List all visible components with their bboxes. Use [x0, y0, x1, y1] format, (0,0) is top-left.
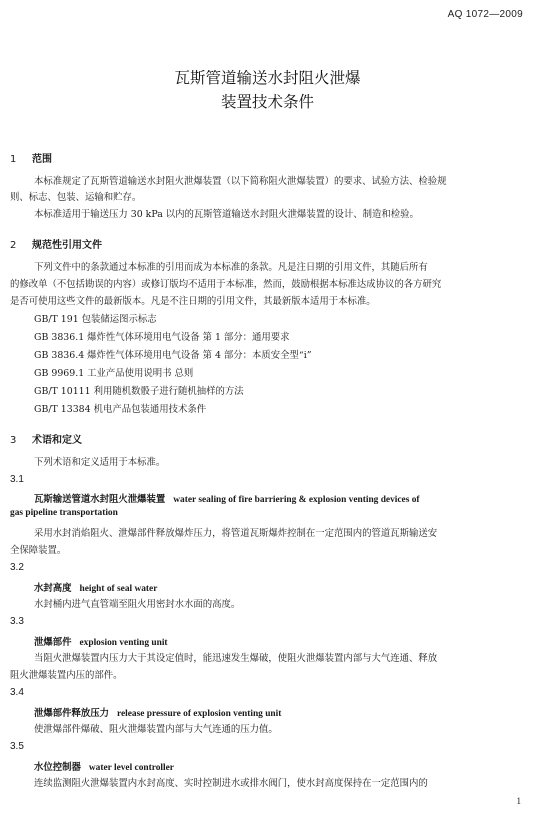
reference-item: GB/T 13384 机电产品包装通用技术条件: [34, 404, 207, 415]
section-title: 术语和定义: [32, 435, 82, 446]
term-english: release pressure of explosion venting unit: [117, 709, 282, 719]
reference-item: GB 3836.1 爆炸性气体环境用电气设备 第 1 部分：通用要求: [34, 332, 290, 343]
term-3-2: [34, 580, 157, 594]
definition: 采用水封消焰阻火、泄爆部件释放爆炸压力，将管道瓦斯爆炸控制在一定范围内的管道瓦斯输送安: [34, 528, 438, 539]
term-english: water level controller: [88, 763, 174, 773]
term-3-3: [34, 634, 168, 648]
section-1-heading: [10, 150, 52, 165]
reference-item: GB/T 10111 利用随机数骰子进行随机抽样的方法: [34, 386, 244, 397]
term-3-5: [34, 759, 174, 773]
term-3-1: [34, 491, 420, 505]
definition: 连续监测阻火泄爆装置内水封高度、实时控制进水或排水阀门，使水封高度保持在一定范围内的: [34, 778, 428, 789]
section-title: 规范性引用文件: [32, 240, 102, 251]
standard-code: AQ 1072—2009: [447, 9, 523, 20]
page-number: 1: [516, 796, 521, 806]
term-english-continuation: gas pipeline transportation: [10, 508, 118, 518]
reference-item: GB/T 191 包装储运图示标志: [34, 314, 157, 325]
term-chinese: 水封高度: [34, 583, 72, 594]
term-chinese: 水位控制器: [34, 762, 81, 773]
paragraph-continuation: 是否可使用这些文件的最新版本。凡是不注日期的引用文件，其最新版本适用于本标准。: [10, 296, 376, 307]
section-3-heading: [10, 431, 82, 446]
paragraph: 下列术语和定义适用于本标准。: [34, 457, 166, 468]
reference-item: GB 3836.4 爆炸性气体环境用电气设备 第 4 部分：本质安全型“i”: [34, 350, 312, 361]
paragraph: 本标准适用于输送压力 30 kPa 以内的瓦斯管道输送水封阻火泄爆装置的设计、制造和检验。: [34, 209, 419, 220]
term-3-4: [34, 705, 281, 719]
section-2-heading: [10, 236, 102, 251]
section-title: 范围: [32, 154, 52, 165]
term-english: water sealing of fire barriering & explosion venting devices of: [173, 495, 420, 505]
clause-number: 3.4: [10, 687, 24, 698]
term-chinese: 泄爆部件释放压力: [34, 708, 110, 719]
document-title-line1: 瓦斯管道输送水封阻火泄爆: [174, 69, 361, 87]
section-number: 2: [10, 240, 17, 251]
clause-number: 3.3: [10, 616, 24, 627]
paragraph-continuation: 的修改单（不包括勘误的内容）或修订版均不适用于本标准，然而，鼓励根据本标准达成协议的各方研究: [10, 279, 442, 290]
paragraph-continuation: 则、标志、包装、运输和贮存。: [10, 192, 142, 203]
definition: 水封桶内进气直管端至阻火用密封水水面的高度。: [34, 599, 241, 610]
reference-item: GB 9969.1 工业产品使用说明书 总则: [34, 368, 194, 379]
term-english: explosion venting unit: [79, 638, 168, 648]
term-chinese: 泄爆部件: [34, 637, 72, 648]
clause-number: 3.1: [10, 474, 24, 485]
section-number: 3: [10, 435, 17, 446]
paragraph: 本标准规定了瓦斯管道输送水封阻火泄爆装置（以下简称阻火泄爆装置）的要求、试验方法、检验规: [34, 176, 447, 187]
definition: 使泄爆部件爆破、阻火泄爆装置内部与大气连通的压力值。: [34, 724, 278, 735]
definition-continuation: 阻火泄爆装置内压的部件。: [10, 670, 123, 681]
term-chinese: 瓦斯输送管道水封阻火泄爆装置: [34, 494, 166, 505]
definition: 当阻火泄爆装置内压力大于其设定值时，能迅速发生爆破，使阻火泄爆装置内部与大气连通、释放: [34, 653, 438, 664]
definition-continuation: 全保障装置。: [10, 545, 67, 556]
clause-number: 3.5: [10, 741, 24, 752]
section-number: 1: [10, 154, 17, 165]
paragraph: 下列文件中的条款通过本标准的引用而成为本标准的条款。凡是注日期的引用文件，其随后所有: [34, 262, 428, 273]
document-title-line2: 装置技术条件: [220, 93, 314, 111]
term-english: height of seal water: [79, 584, 158, 594]
clause-number: 3.2: [10, 562, 24, 573]
